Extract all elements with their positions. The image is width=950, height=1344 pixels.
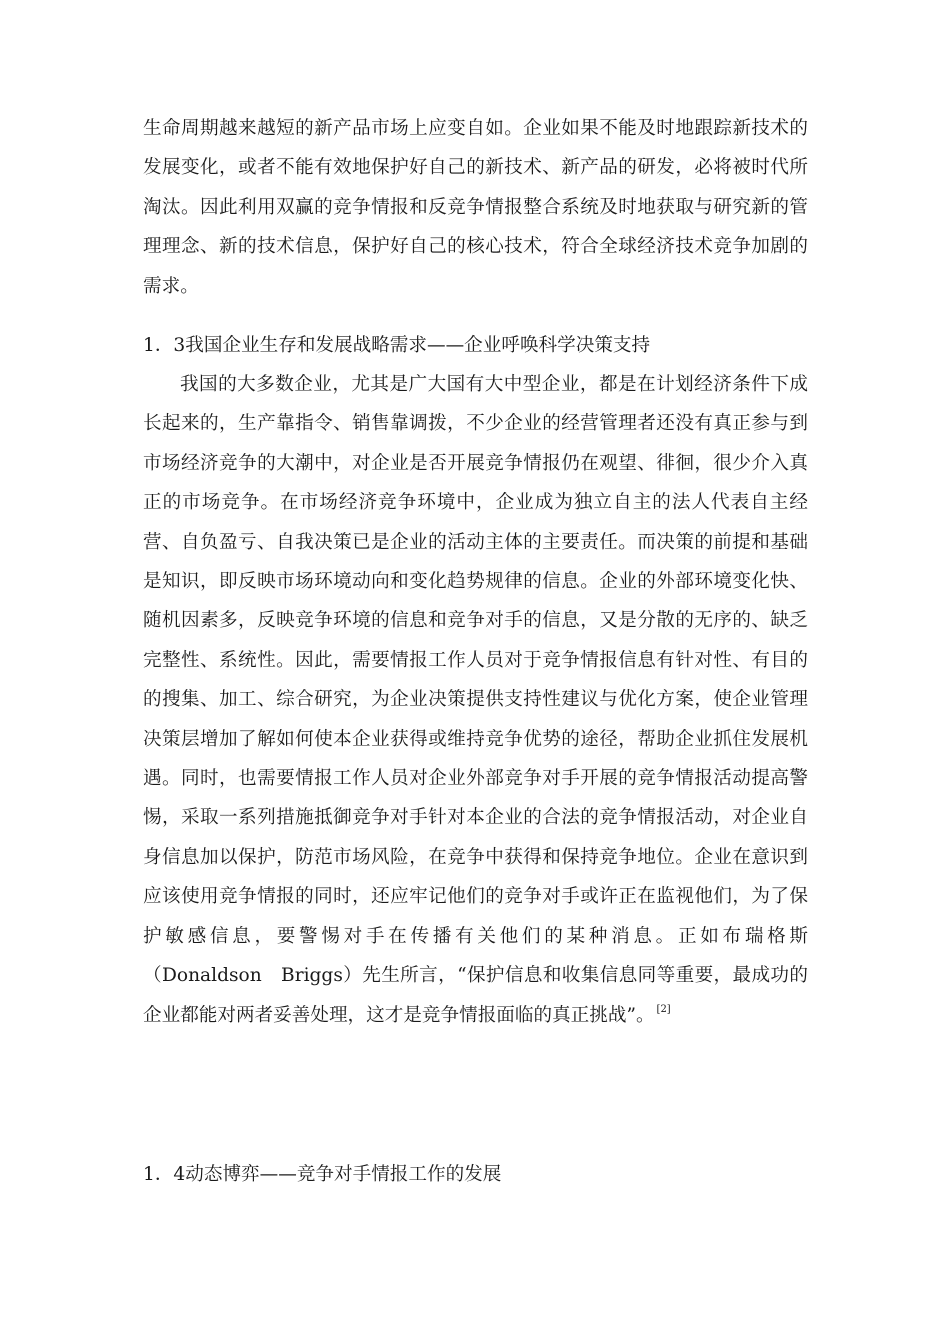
section-heading-1-3: 1．3我国企业生存和发展战略需求——企业呼唤科学决策支持 [143,335,651,356]
heading-block-1-4 [143,1155,808,1194]
section-heading-1-4: 1．4动态博弈——竞争对手情报工作的发展 [143,1164,502,1185]
paragraph-block-1 [143,109,808,306]
paragraph-2 [143,365,808,1035]
citation-reference[interactable]: [2] [656,1003,671,1015]
paragraph-block-2 [143,365,808,1035]
heading-block-1-3 [143,326,808,365]
paragraph-2-text: 我国的大多数企业，尤其是广大国有大中型企业，都是在计划经济条件下成长起来的，生产靠指令、销售靠调拨，不少企业的经营管理者还没有真正参与到市场经济竞争的大潮中，对企业是否开展竞争情报仍在观望、徘徊，很少介入真正的市场竞争。在市场经济竞争环境中，企业成为独立自主的法人代表自主经营、自负盈亏、自我决策已是企业的活动主体的主要责任。而决策的前提和基础是知识，即反映市场环境动向和变化趋势规律的信息。企业的外部环境变化快、随机因素多，反映竞争环境的信息和竞争对手的信息，又是分散的无序的、缺乏完整性、系统性。因此，需要情报工作人员对于竞争情报信息有针对性、有目的的搜集、加工、综合研究，为企业决策提供支持性建议与优化方案，使企业管理决策层增加了解如何使本企业获得或维持竞争优势的途径，帮助企业抓住发展机遇。同时，也需要情报工作人员对企业外部竞争对手开展的竞争情报活动提高警惕，采取一系列措施抵御竞争对手针对本企业的合法的竞争情报活动，对企业自身信息加以保护，防范市场风险，在竞争中获得和保持竞争地位。企业在意识到应该使用竞争情报的同时，还应牢记他们的竞争对手或许正在监视他们，为了保护敏感信息，要警惕对手在传播有关他们的某种消息。正如布瑞格斯（Donaldson Briggs）先生所言，“保护信息和收集信息同等重要，最成功的企业都能对两者妥善处理，这才是竞争情报面临的真正挑战”。 [143,374,808,1026]
paragraph-1: 生命周期越来越短的新产品市场上应变自如。企业如果不能及时地跟踪新技术的发展变化，或者不能有效地保护好自己的新技术、新产品的研发，必将被时代所淘汰。因此利用双赢的竞争情报和反竞争情报整合系统及时地获取与研究新的管理理念、新的技术信息，保护好自己的核心技术，符合全球经济技术竞争加剧的需求。 [143,118,808,297]
